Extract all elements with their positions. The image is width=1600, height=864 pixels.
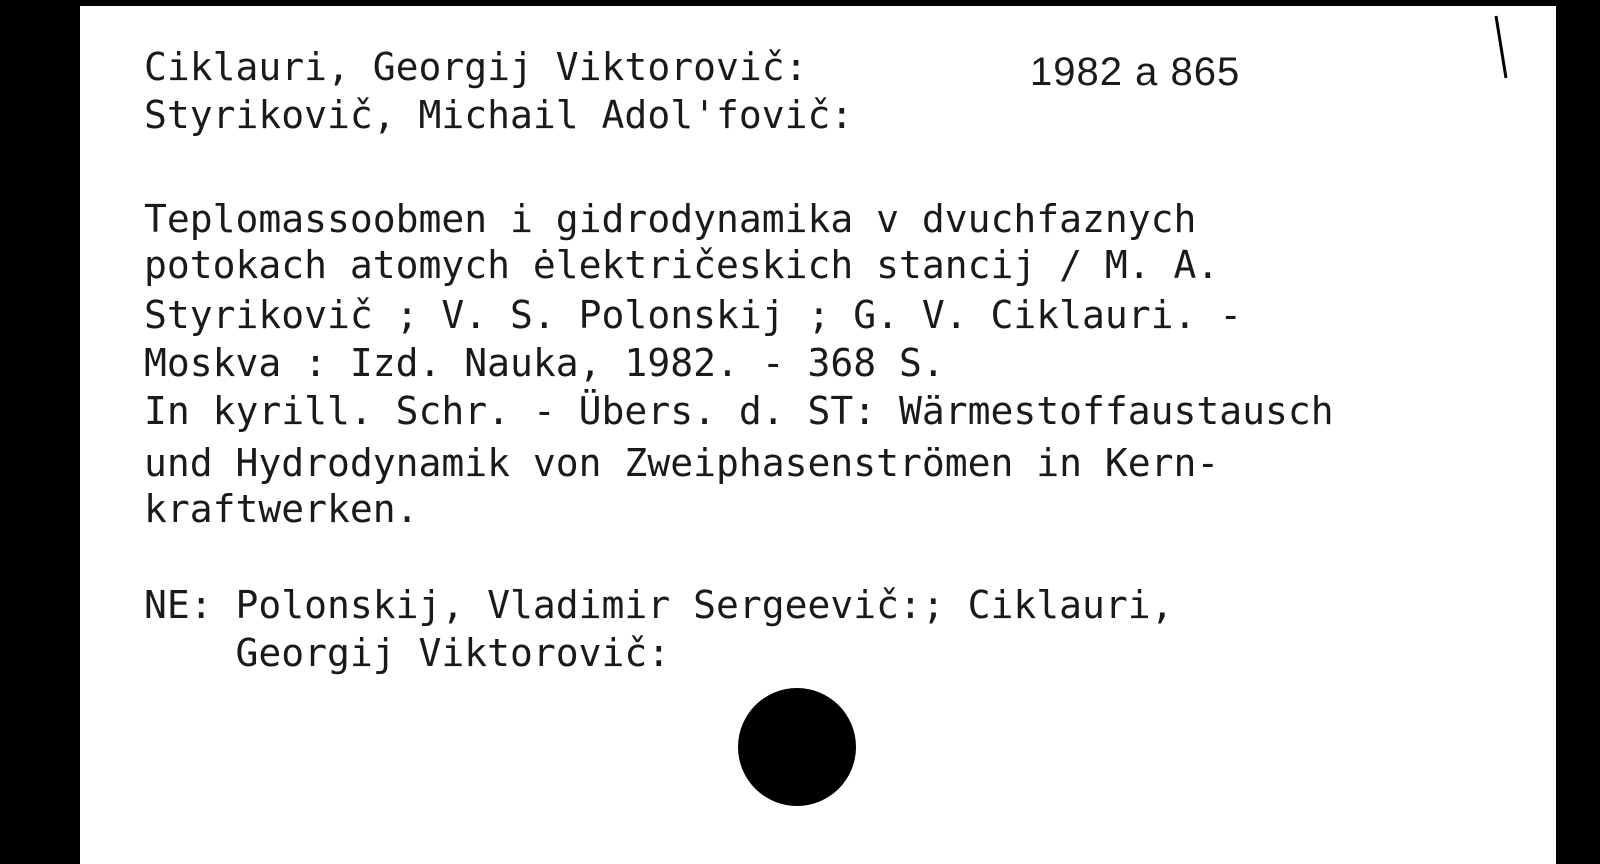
added-entry-line-2: Georgij Viktorovič: (144, 631, 671, 675)
corner-pen-mark (1494, 12, 1554, 82)
heading-author-1: Ciklauri, Georgij Viktorovič: (144, 45, 808, 89)
body-line-4: Moskva : Izd. Nauka, 1982. - 368 S. (144, 341, 945, 385)
body-line-1: Teplomassoobmen i gidrodynamika v dvuchfaznych (144, 197, 1197, 241)
heading-author-2: Styrikovič, Michail Adol'fovič: (144, 93, 854, 137)
call-number: 1982 a 865 (1030, 50, 1241, 94)
body-line-7: kraftwerken. (144, 487, 419, 531)
punch-hole (738, 688, 856, 806)
added-entry-line-1: NE: Polonskij, Vladimir Sergeevič:; Ciklauri, (144, 583, 1174, 627)
catalog-card (80, 6, 1556, 864)
body-line-6: und Hydrodynamik von Zweiphasenströmen in Kern- (144, 441, 1220, 485)
body-line-5: In kyrill. Schr. - Übers. d. ST: Wärmestoffaustausch (144, 389, 1334, 433)
body-line-3: Styrikovič ; V. S. Polonskij ; G. V. Ciklauri. - (144, 293, 1243, 337)
body-line-2: potokach atomych ėlektričeskich stancij / M. A. (144, 243, 1220, 287)
